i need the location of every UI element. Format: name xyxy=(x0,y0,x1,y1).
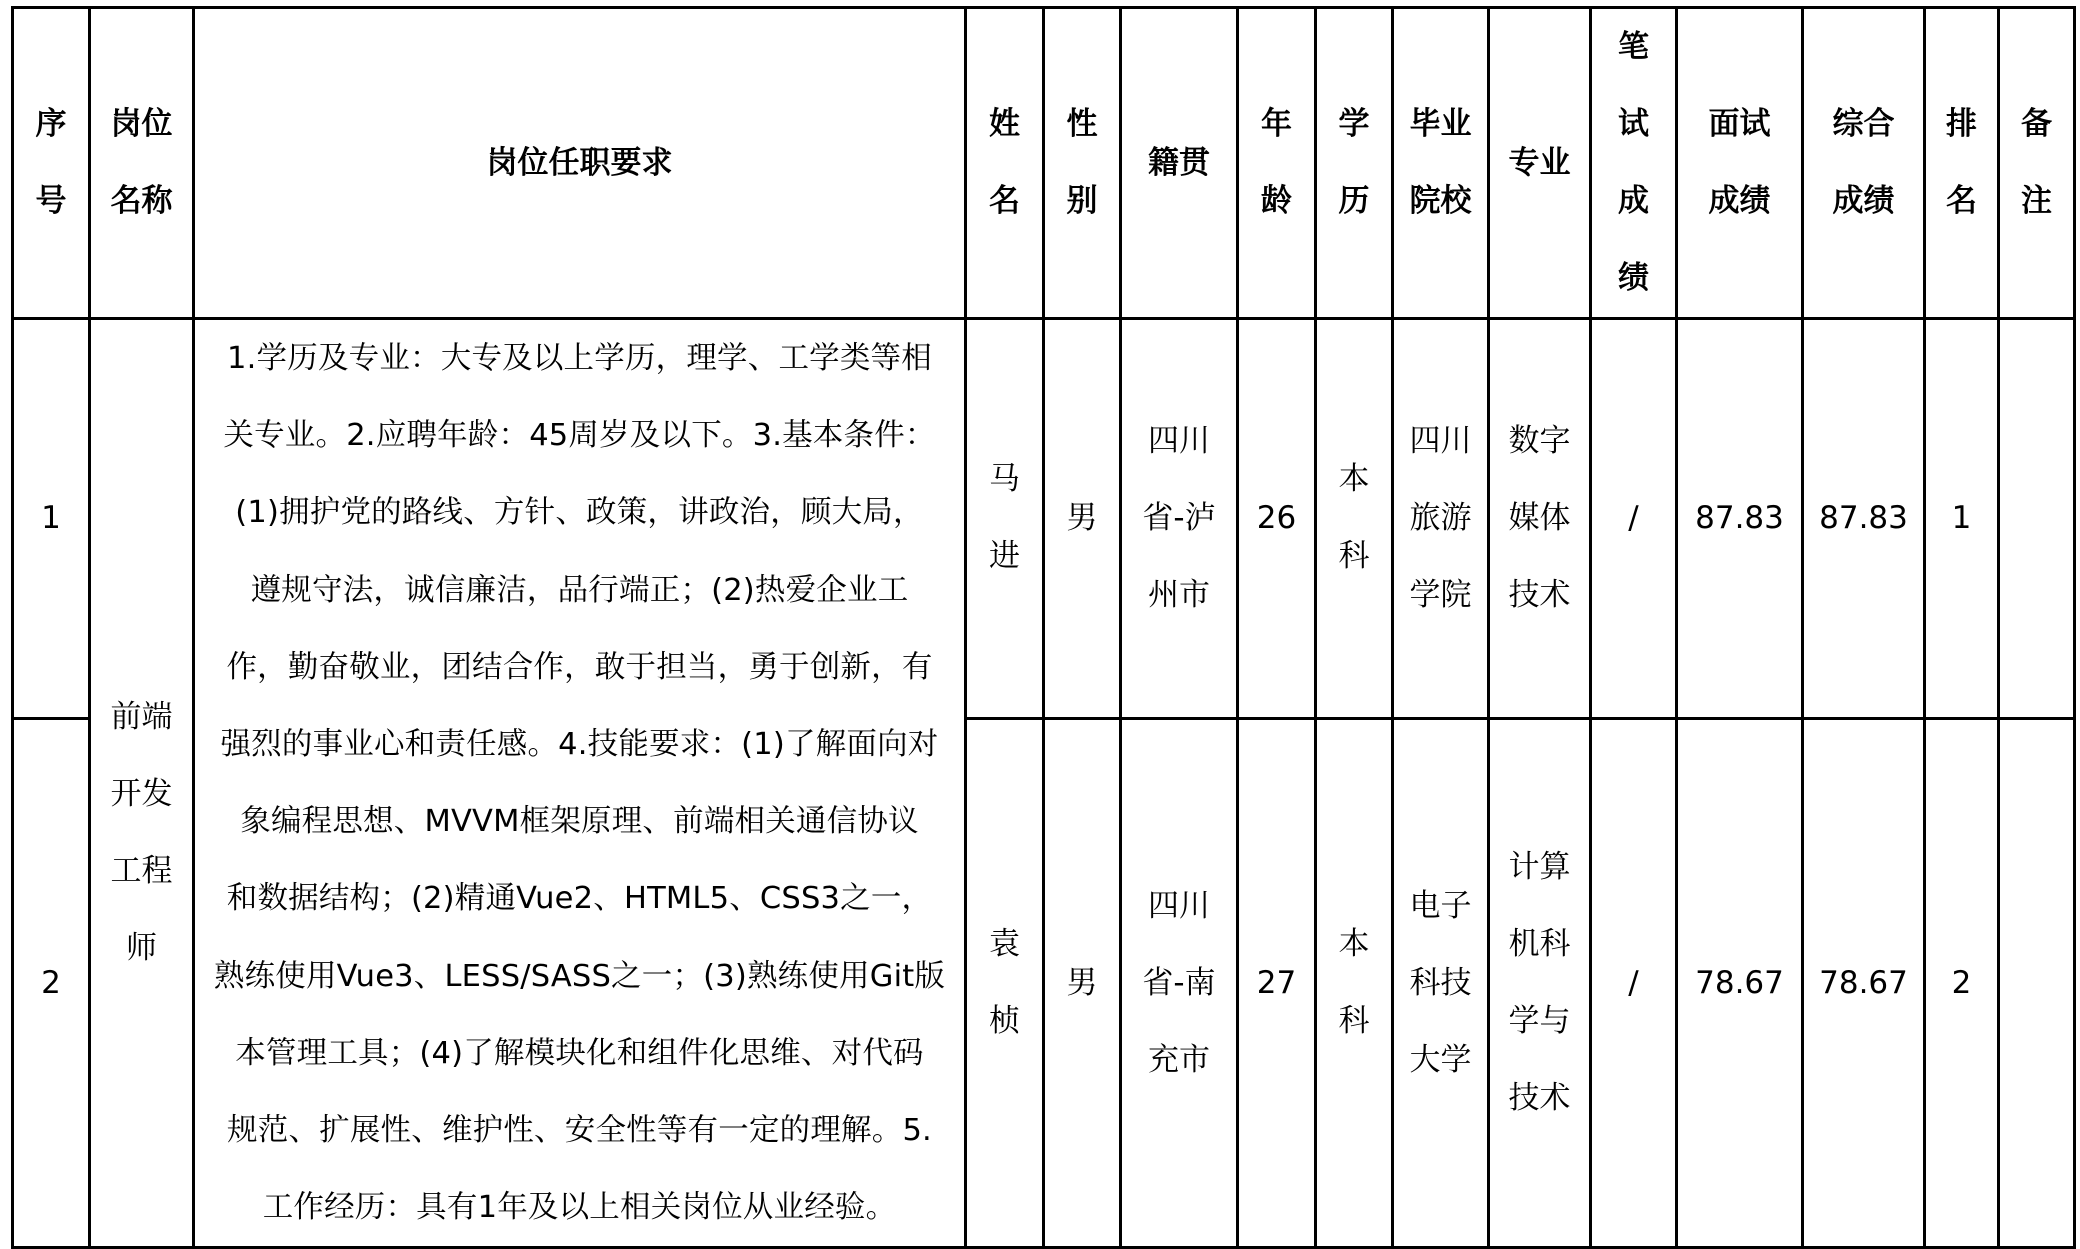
cell-native-place: 四川 省-泸 州市 xyxy=(1121,319,1238,719)
cell-school: 四川 旅游 学院 xyxy=(1393,319,1489,719)
candidate-results-table xyxy=(11,6,2076,1249)
table-header-row xyxy=(13,8,2075,319)
cell-education: 本 科 xyxy=(1316,718,1393,1248)
cell-total-score: 78.67 xyxy=(1803,718,1925,1248)
cell-remarks xyxy=(1999,319,2075,719)
header-rank: 排 名 xyxy=(1925,8,1999,319)
header-name: 姓 名 xyxy=(966,8,1044,319)
cell-name: 袁 桢 xyxy=(966,718,1044,1248)
cell-interview-score: 87.83 xyxy=(1677,319,1803,719)
cell-major: 数字 媒体 技术 xyxy=(1489,319,1591,719)
cell-seq: 1 xyxy=(13,319,90,719)
header-education: 学 历 xyxy=(1316,8,1393,319)
header-age: 年 龄 xyxy=(1238,8,1316,319)
header-remarks: 备 注 xyxy=(1999,8,2075,319)
cell-seq: 2 xyxy=(13,718,90,1248)
cell-interview-score: 78.67 xyxy=(1677,718,1803,1248)
header-written-score: 笔 试 成 绩 xyxy=(1591,8,1677,319)
cell-native-place: 四川 省-南 充市 xyxy=(1121,718,1238,1248)
cell-rank: 2 xyxy=(1925,718,1999,1248)
cell-age: 27 xyxy=(1238,718,1316,1248)
header-major: 专业 xyxy=(1489,8,1591,319)
header-seq: 序 号 xyxy=(13,8,90,319)
header-native-place: 籍贯 xyxy=(1121,8,1238,319)
cell-school: 电子 科技 大学 xyxy=(1393,718,1489,1248)
cell-age: 26 xyxy=(1238,319,1316,719)
cell-requirements: 1.学历及专业：大专及以上学历，理学、工学类等相 关专业。2.应聘年龄：45周岁及以下。3.基本条件： (1)拥护党的路线、方针、政策，讲政治，顾大局， 遵规守法，诚信廉洁，品行端正；(2)热爱企业工 作，勤奋敬业，团结合作，敢于担当，勇于创新，有 强烈的事业心和责任感。4.技能要求：(1)了解面向对 象编程思想、MVVM框架原理、前端相关通信协议 和数据结构；(2)精通Vue2、HTML5、CSS3之一， 熟练使用Vue3、LESS/SASS之一；(3)熟练使用Git版 本管理工具；(4)了解模块化和组件化思维、对代码 规范、扩展性、维护性、安全性等有一定的理解。5. 工作经历：具有1年及以上相关岗位从业经验。 xyxy=(194,319,966,1248)
cell-gender: 男 xyxy=(1044,319,1121,719)
table-row xyxy=(13,319,2075,719)
header-school: 毕业 院校 xyxy=(1393,8,1489,319)
cell-major: 计算 机科 学与 技术 xyxy=(1489,718,1591,1248)
header-interview-score: 面试 成绩 xyxy=(1677,8,1803,319)
header-gender: 性 别 xyxy=(1044,8,1121,319)
cell-written-score: / xyxy=(1591,319,1677,719)
cell-written-score: / xyxy=(1591,718,1677,1248)
cell-rank: 1 xyxy=(1925,319,1999,719)
cell-education: 本 科 xyxy=(1316,319,1393,719)
cell-remarks xyxy=(1999,718,2075,1248)
cell-position-name: 前端 开发 工程 师 xyxy=(90,319,194,1248)
header-requirements: 岗位任职要求 xyxy=(194,8,966,319)
cell-total-score: 87.83 xyxy=(1803,319,1925,719)
header-position-name: 岗位 名称 xyxy=(90,8,194,319)
header-total-score: 综合 成绩 xyxy=(1803,8,1925,319)
cell-name: 马 进 xyxy=(966,319,1044,719)
cell-gender: 男 xyxy=(1044,718,1121,1248)
